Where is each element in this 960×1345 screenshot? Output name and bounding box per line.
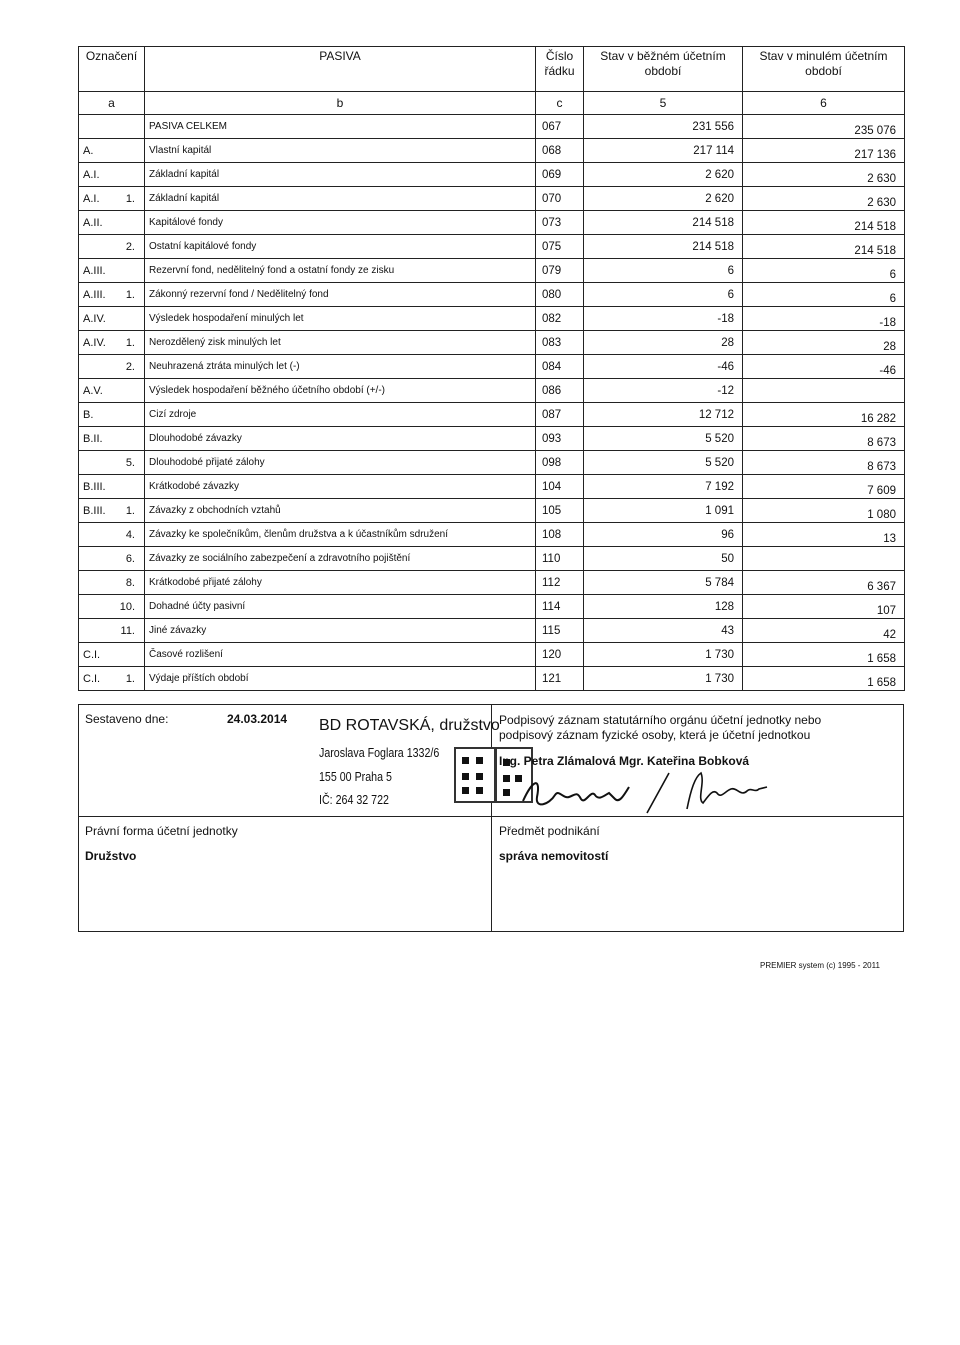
row-label: Výsledek hospodaření běžného účetního období (+/-) bbox=[145, 379, 536, 403]
row-previous-value: 28 bbox=[743, 331, 905, 355]
table-row bbox=[79, 403, 905, 427]
stamp-city: 155 00 Praha 5 bbox=[319, 769, 392, 784]
row-designation bbox=[79, 115, 145, 139]
row-previous-value: 13 bbox=[743, 523, 905, 547]
row-line-number: 104 bbox=[536, 475, 584, 499]
row-current-value: -46 bbox=[584, 355, 743, 379]
table-row bbox=[79, 211, 905, 235]
row-previous-value: -46 bbox=[743, 355, 905, 379]
header-previous-2: období bbox=[805, 64, 842, 78]
row-current-value: 96 bbox=[584, 523, 743, 547]
row-current-value: 5 520 bbox=[584, 427, 743, 451]
row-previous-value: 2 630 bbox=[743, 163, 905, 187]
table-row bbox=[79, 427, 905, 451]
row-label: Krátkodobé závazky bbox=[145, 475, 536, 499]
legal-form-value: Družstvo bbox=[85, 849, 137, 863]
table-row bbox=[79, 499, 905, 523]
header-designation: Označení bbox=[79, 47, 145, 92]
row-line-number: 093 bbox=[536, 427, 584, 451]
row-label: Závazky z obchodních vztahů bbox=[145, 499, 536, 523]
table-row bbox=[79, 139, 905, 163]
row-previous-value: 1 658 bbox=[743, 643, 905, 667]
row-line-number: 082 bbox=[536, 307, 584, 331]
stamp-ic: IČ: 264 32 722 bbox=[319, 792, 389, 807]
header-current-1: Stav v běžném účetním bbox=[600, 49, 726, 63]
row-previous-value: 42 bbox=[743, 619, 905, 643]
row-label: Časové rozlišení bbox=[145, 643, 536, 667]
row-designation bbox=[79, 427, 145, 451]
row-line-number: 079 bbox=[536, 259, 584, 283]
row-current-value: -18 bbox=[584, 307, 743, 331]
row-label: Jiné závazky bbox=[145, 619, 536, 643]
row-label: Výsledek hospodaření minulých let bbox=[145, 307, 536, 331]
row-designation bbox=[79, 547, 145, 571]
table-row bbox=[79, 259, 905, 283]
row-designation bbox=[79, 499, 145, 523]
row-item: 11. bbox=[120, 624, 135, 637]
row-current-value: 128 bbox=[584, 595, 743, 619]
row-section: A.III. bbox=[83, 288, 106, 301]
row-section: C.I. bbox=[83, 672, 101, 685]
row-designation bbox=[79, 523, 145, 547]
row-previous-value: -18 bbox=[743, 307, 905, 331]
row-item: 1. bbox=[125, 192, 135, 205]
row-label: Krátkodobé přijaté zálohy bbox=[145, 571, 536, 595]
row-line-number: 069 bbox=[536, 163, 584, 187]
row-item: 2. bbox=[125, 240, 135, 253]
row-line-number: 068 bbox=[536, 139, 584, 163]
row-designation bbox=[79, 571, 145, 595]
row-current-value: 1 091 bbox=[584, 499, 743, 523]
table-row bbox=[79, 331, 905, 355]
signature-title-1: Podpisový záznam statutárního orgánu účetní jednotky nebo bbox=[499, 713, 822, 727]
row-item: 1. bbox=[125, 288, 135, 301]
row-line-number: 115 bbox=[536, 619, 584, 643]
row-current-value: 214 518 bbox=[584, 235, 743, 259]
table-body bbox=[79, 115, 905, 691]
header-current-2: období bbox=[644, 64, 682, 78]
row-designation bbox=[79, 307, 145, 331]
row-line-number: 098 bbox=[536, 451, 584, 475]
signature-title-2: podpisový záznam fyzické osoby, která je účetní jednotkou bbox=[499, 728, 811, 742]
row-label: PASIVA CELKEM bbox=[145, 115, 536, 139]
compiled-date: 24.03.2014 bbox=[227, 712, 288, 726]
row-designation bbox=[79, 259, 145, 283]
row-section: B.III. bbox=[83, 480, 106, 493]
table-row bbox=[79, 619, 905, 643]
row-current-value: 2 620 bbox=[584, 163, 743, 187]
header-current-period bbox=[584, 47, 743, 92]
row-item: 8. bbox=[125, 576, 135, 589]
table-row bbox=[79, 547, 905, 571]
row-current-value: 5 520 bbox=[584, 451, 743, 475]
row-designation bbox=[79, 475, 145, 499]
compiled-label: Sestaveno dne: bbox=[85, 712, 169, 726]
row-item: 4. bbox=[125, 528, 135, 541]
row-previous-value: 7 609 bbox=[743, 475, 905, 499]
subheader-6: 6 bbox=[743, 92, 905, 115]
row-line-number: 067 bbox=[536, 115, 584, 139]
subheader-a: a bbox=[79, 92, 145, 115]
row-label: Závazky ze sociálního zabezpečení a zdravotního pojištění bbox=[145, 547, 536, 571]
row-designation bbox=[79, 211, 145, 235]
row-line-number: 105 bbox=[536, 499, 584, 523]
row-label: Výdaje příštích období bbox=[145, 667, 536, 691]
software-note: PREMIER system (c) 1995 - 2011 bbox=[760, 961, 880, 970]
row-item: 1. bbox=[125, 504, 135, 517]
signers: Ing. Petra Zlámalová Mgr. Kateřina Bobková bbox=[499, 754, 750, 768]
table-row bbox=[79, 451, 905, 475]
row-label: Ostatní kapitálové fondy bbox=[145, 235, 536, 259]
row-label: Rezervní fond, nedělitelný fond a ostatní fondy ze zisku bbox=[145, 259, 536, 283]
row-label: Cizí zdroje bbox=[145, 403, 536, 427]
row-line-number: 073 bbox=[536, 211, 584, 235]
table-row bbox=[79, 475, 905, 499]
row-section: A.I. bbox=[83, 192, 100, 205]
table-subheader-row bbox=[79, 92, 905, 115]
row-label: Nerozdělený zisk minulých let bbox=[145, 331, 536, 355]
header-line-number-1: Číslo bbox=[545, 49, 574, 63]
row-section: A.III. bbox=[83, 264, 106, 277]
row-current-value: 231 556 bbox=[584, 115, 743, 139]
row-line-number: 121 bbox=[536, 667, 584, 691]
row-item: 1. bbox=[125, 336, 135, 349]
row-current-value: 5 784 bbox=[584, 571, 743, 595]
row-line-number: 083 bbox=[536, 331, 584, 355]
row-label: Zákonný rezervní fond / Nedělitelný fond bbox=[145, 283, 536, 307]
row-label: Základní kapitál bbox=[145, 163, 536, 187]
row-item: 2. bbox=[125, 360, 135, 373]
row-current-value: 12 712 bbox=[584, 403, 743, 427]
row-line-number: 108 bbox=[536, 523, 584, 547]
row-current-value: 217 114 bbox=[584, 139, 743, 163]
row-line-number: 112 bbox=[536, 571, 584, 595]
row-designation bbox=[79, 235, 145, 259]
header-line-number-2: řádku bbox=[544, 64, 575, 78]
row-previous-value: 6 bbox=[743, 283, 905, 307]
footer-box bbox=[78, 704, 904, 932]
table-row bbox=[79, 187, 905, 211]
table-row bbox=[79, 667, 905, 691]
row-section: C.I. bbox=[83, 648, 101, 661]
row-designation bbox=[79, 187, 145, 211]
row-designation bbox=[79, 355, 145, 379]
row-current-value: 50 bbox=[584, 547, 743, 571]
row-previous-value: 1 658 bbox=[743, 667, 905, 691]
table-row bbox=[79, 115, 905, 139]
row-previous-value: 8 673 bbox=[743, 427, 905, 451]
row-label: Dohadné účty pasivní bbox=[145, 595, 536, 619]
row-item: 6. bbox=[125, 552, 135, 565]
building-logo-icon bbox=[454, 747, 496, 803]
row-designation bbox=[79, 451, 145, 475]
row-label: Dlouhodobé závazky bbox=[145, 427, 536, 451]
row-designation bbox=[79, 595, 145, 619]
stamp-street: Jaroslava Foglara 1332/6 bbox=[319, 745, 440, 760]
row-section: B.II. bbox=[83, 432, 103, 445]
row-current-value: 6 bbox=[584, 283, 743, 307]
row-item: 10. bbox=[119, 600, 135, 613]
row-label: Základní kapitál bbox=[145, 187, 536, 211]
row-designation bbox=[79, 139, 145, 163]
row-line-number: 110 bbox=[536, 547, 584, 571]
balance-sheet-table bbox=[78, 46, 905, 691]
row-line-number: 114 bbox=[536, 595, 584, 619]
row-section: A.II. bbox=[83, 216, 103, 229]
row-previous-value: 8 673 bbox=[743, 451, 905, 475]
header-pasiva: PASIVA bbox=[145, 47, 536, 92]
legal-form-label: Právní forma účetní jednotky bbox=[85, 824, 238, 838]
table-row bbox=[79, 379, 905, 403]
row-section: B.III. bbox=[83, 504, 106, 517]
header-previous-period bbox=[743, 47, 905, 92]
row-designation bbox=[79, 619, 145, 643]
row-designation bbox=[79, 379, 145, 403]
subheader-c: c bbox=[536, 92, 584, 115]
row-section: A.V. bbox=[83, 384, 103, 397]
row-designation bbox=[79, 667, 145, 691]
row-current-value: 28 bbox=[584, 331, 743, 355]
row-label: Dlouhodobé přijaté zálohy bbox=[145, 451, 536, 475]
row-item: 1. bbox=[125, 672, 135, 685]
subject-value: správa nemovitostí bbox=[499, 849, 609, 863]
row-current-value: -12 bbox=[584, 379, 743, 403]
row-previous-value: 107 bbox=[743, 595, 905, 619]
row-current-value: 2 620 bbox=[584, 187, 743, 211]
row-previous-value: 217 136 bbox=[743, 139, 905, 163]
row-section: B. bbox=[83, 408, 94, 421]
subheader-5: 5 bbox=[584, 92, 743, 115]
row-current-value: 214 518 bbox=[584, 211, 743, 235]
row-line-number: 087 bbox=[536, 403, 584, 427]
row-previous-value: 16 282 bbox=[743, 403, 905, 427]
row-line-number: 070 bbox=[536, 187, 584, 211]
row-designation bbox=[79, 163, 145, 187]
row-label: Závazky ke společníkům, členům družstva a k účastníkům sdružení bbox=[145, 523, 536, 547]
table-row bbox=[79, 571, 905, 595]
handwritten-signatures-icon bbox=[519, 769, 789, 817]
row-designation bbox=[79, 331, 145, 355]
row-previous-value: 1 080 bbox=[743, 499, 905, 523]
header-line-number bbox=[536, 47, 584, 92]
header-previous-1: Stav v minulém účetním bbox=[759, 49, 888, 63]
row-section: A. bbox=[83, 144, 94, 157]
row-current-value: 1 730 bbox=[584, 667, 743, 691]
row-current-value: 1 730 bbox=[584, 643, 743, 667]
subject-label: Předmět podnikání bbox=[499, 824, 600, 838]
row-previous-value bbox=[743, 379, 905, 403]
row-item: 5. bbox=[125, 456, 135, 469]
table-row bbox=[79, 595, 905, 619]
footer-divider-vertical bbox=[491, 705, 492, 931]
table-row bbox=[79, 355, 905, 379]
row-current-value: 43 bbox=[584, 619, 743, 643]
row-designation bbox=[79, 643, 145, 667]
row-label: Kapitálové fondy bbox=[145, 211, 536, 235]
row-line-number: 120 bbox=[536, 643, 584, 667]
row-line-number: 084 bbox=[536, 355, 584, 379]
subheader-b: b bbox=[145, 92, 536, 115]
row-section: A.I. bbox=[83, 168, 100, 181]
table-row bbox=[79, 307, 905, 331]
row-label: Vlastní kapitál bbox=[145, 139, 536, 163]
table-row bbox=[79, 163, 905, 187]
row-previous-value bbox=[743, 547, 905, 571]
row-section: A.IV. bbox=[83, 312, 106, 325]
row-label: Neuhrazená ztráta minulých let (-) bbox=[145, 355, 536, 379]
row-previous-value: 214 518 bbox=[743, 211, 905, 235]
row-current-value: 7 192 bbox=[584, 475, 743, 499]
row-line-number: 075 bbox=[536, 235, 584, 259]
row-line-number: 086 bbox=[536, 379, 584, 403]
stamp-name: BD ROTAVSKÁ, družstvo bbox=[319, 717, 500, 734]
row-previous-value: 6 bbox=[743, 259, 905, 283]
row-section: A.IV. bbox=[83, 336, 106, 349]
row-previous-value: 214 518 bbox=[743, 235, 905, 259]
row-designation bbox=[79, 283, 145, 307]
table-row bbox=[79, 643, 905, 667]
row-designation bbox=[79, 403, 145, 427]
table-header-row bbox=[79, 47, 905, 92]
row-previous-value: 235 076 bbox=[743, 115, 905, 139]
row-line-number: 080 bbox=[536, 283, 584, 307]
row-previous-value: 6 367 bbox=[743, 571, 905, 595]
row-previous-value: 2 630 bbox=[743, 187, 905, 211]
table-row bbox=[79, 235, 905, 259]
table-row bbox=[79, 283, 905, 307]
row-current-value: 6 bbox=[584, 259, 743, 283]
table-row bbox=[79, 523, 905, 547]
